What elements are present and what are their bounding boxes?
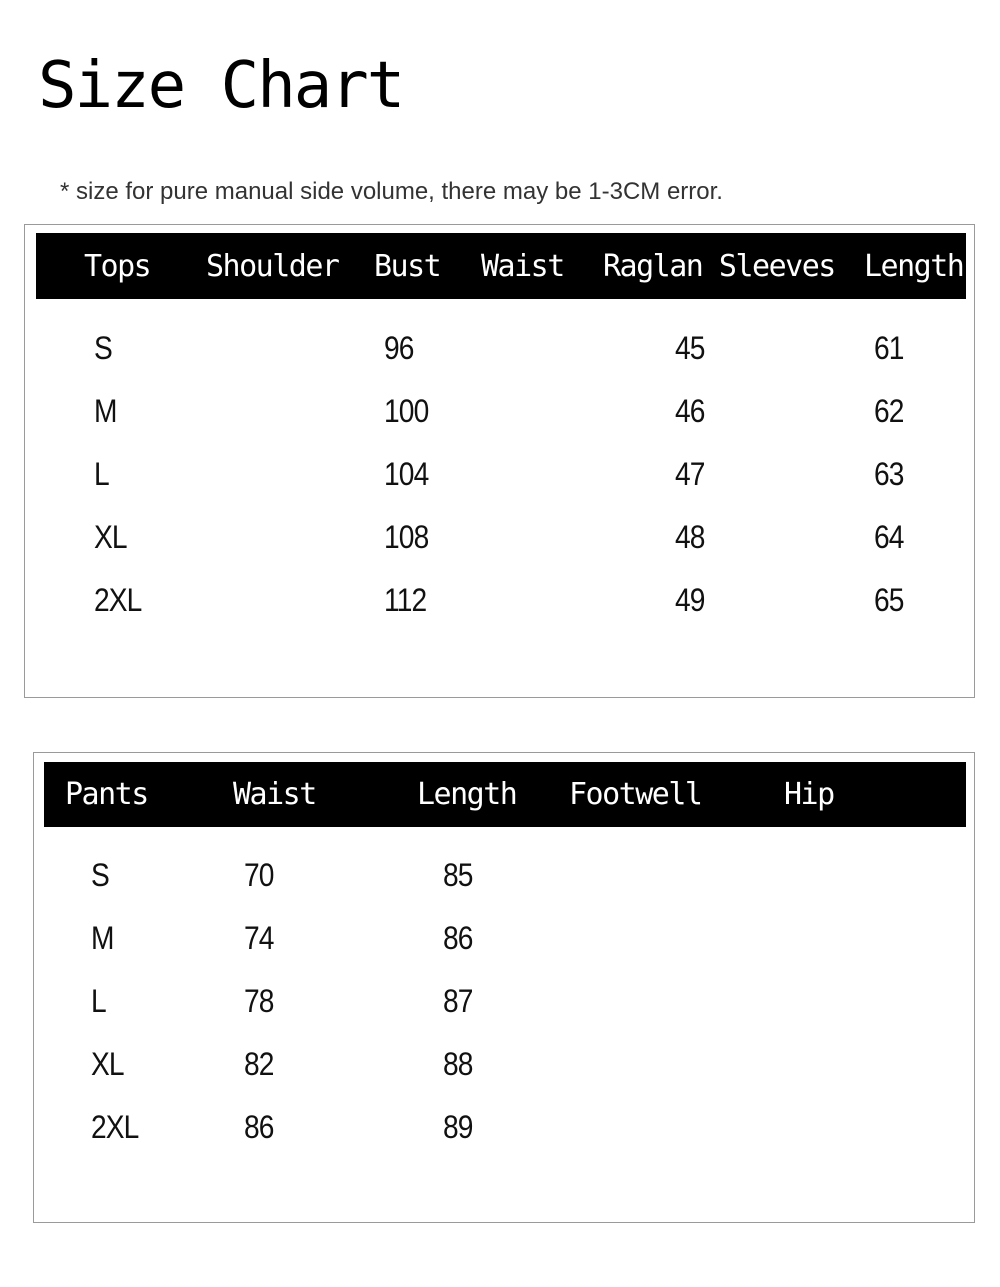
sleeves-value: 47: [675, 456, 705, 492]
length-value: 89: [443, 1109, 473, 1145]
tops-header-length: Length: [864, 248, 964, 284]
measurement-note: * size for pure manual side volume, there may be 1-3CM error.: [60, 178, 723, 205]
waist-value: 78: [244, 983, 274, 1019]
tops-header-waist: Waist: [481, 248, 564, 284]
sleeves-value: 45: [675, 330, 705, 366]
tops-header-row: [36, 233, 966, 299]
size-label: S: [94, 330, 112, 366]
sleeves-value: 46: [675, 393, 705, 429]
tops-header-tops: Tops: [84, 248, 151, 284]
page-title: Size Chart: [38, 49, 404, 123]
tops-size-table: [24, 224, 975, 698]
size-label: L: [94, 456, 109, 492]
size-label: M: [94, 393, 117, 429]
pants-header-row: [44, 762, 966, 827]
length-value: 61: [874, 330, 904, 366]
bust-value: 104: [384, 456, 429, 492]
bust-value: 96: [384, 330, 414, 366]
bust-value: 112: [384, 582, 427, 618]
tops-header-sleeves: Raglan Sleeves: [603, 248, 835, 284]
pants-header-length: Length: [417, 777, 517, 812]
length-value: 62: [874, 393, 904, 429]
pants-header-footwell: Footwell: [569, 777, 702, 812]
length-value: 63: [874, 456, 904, 492]
waist-value: 86: [244, 1109, 274, 1145]
size-label: L: [91, 983, 106, 1019]
pants-header-waist: Waist: [233, 777, 316, 812]
length-value: 85: [443, 857, 473, 893]
waist-value: 82: [244, 1046, 274, 1082]
sleeves-value: 48: [675, 519, 705, 555]
pants-header-pants: Pants: [65, 777, 148, 812]
length-value: 64: [874, 519, 904, 555]
length-value: 88: [443, 1046, 473, 1082]
waist-value: 74: [244, 920, 274, 956]
size-label: XL: [91, 1046, 124, 1082]
length-value: 65: [874, 582, 904, 618]
size-label: M: [91, 920, 114, 956]
bust-value: 108: [384, 519, 429, 555]
pants-size-table: [33, 752, 975, 1223]
tops-header-bust: Bust: [374, 248, 441, 284]
size-label: S: [91, 857, 109, 893]
length-value: 86: [443, 920, 473, 956]
sleeves-value: 49: [675, 582, 705, 618]
pants-header-hip: Hip: [784, 777, 834, 812]
size-label: 2XL: [91, 1109, 139, 1145]
waist-value: 70: [244, 857, 274, 893]
tops-header-shoulder: Shoulder: [206, 248, 339, 284]
size-label: 2XL: [94, 582, 142, 618]
length-value: 87: [443, 983, 473, 1019]
bust-value: 100: [384, 393, 429, 429]
size-label: XL: [94, 519, 127, 555]
